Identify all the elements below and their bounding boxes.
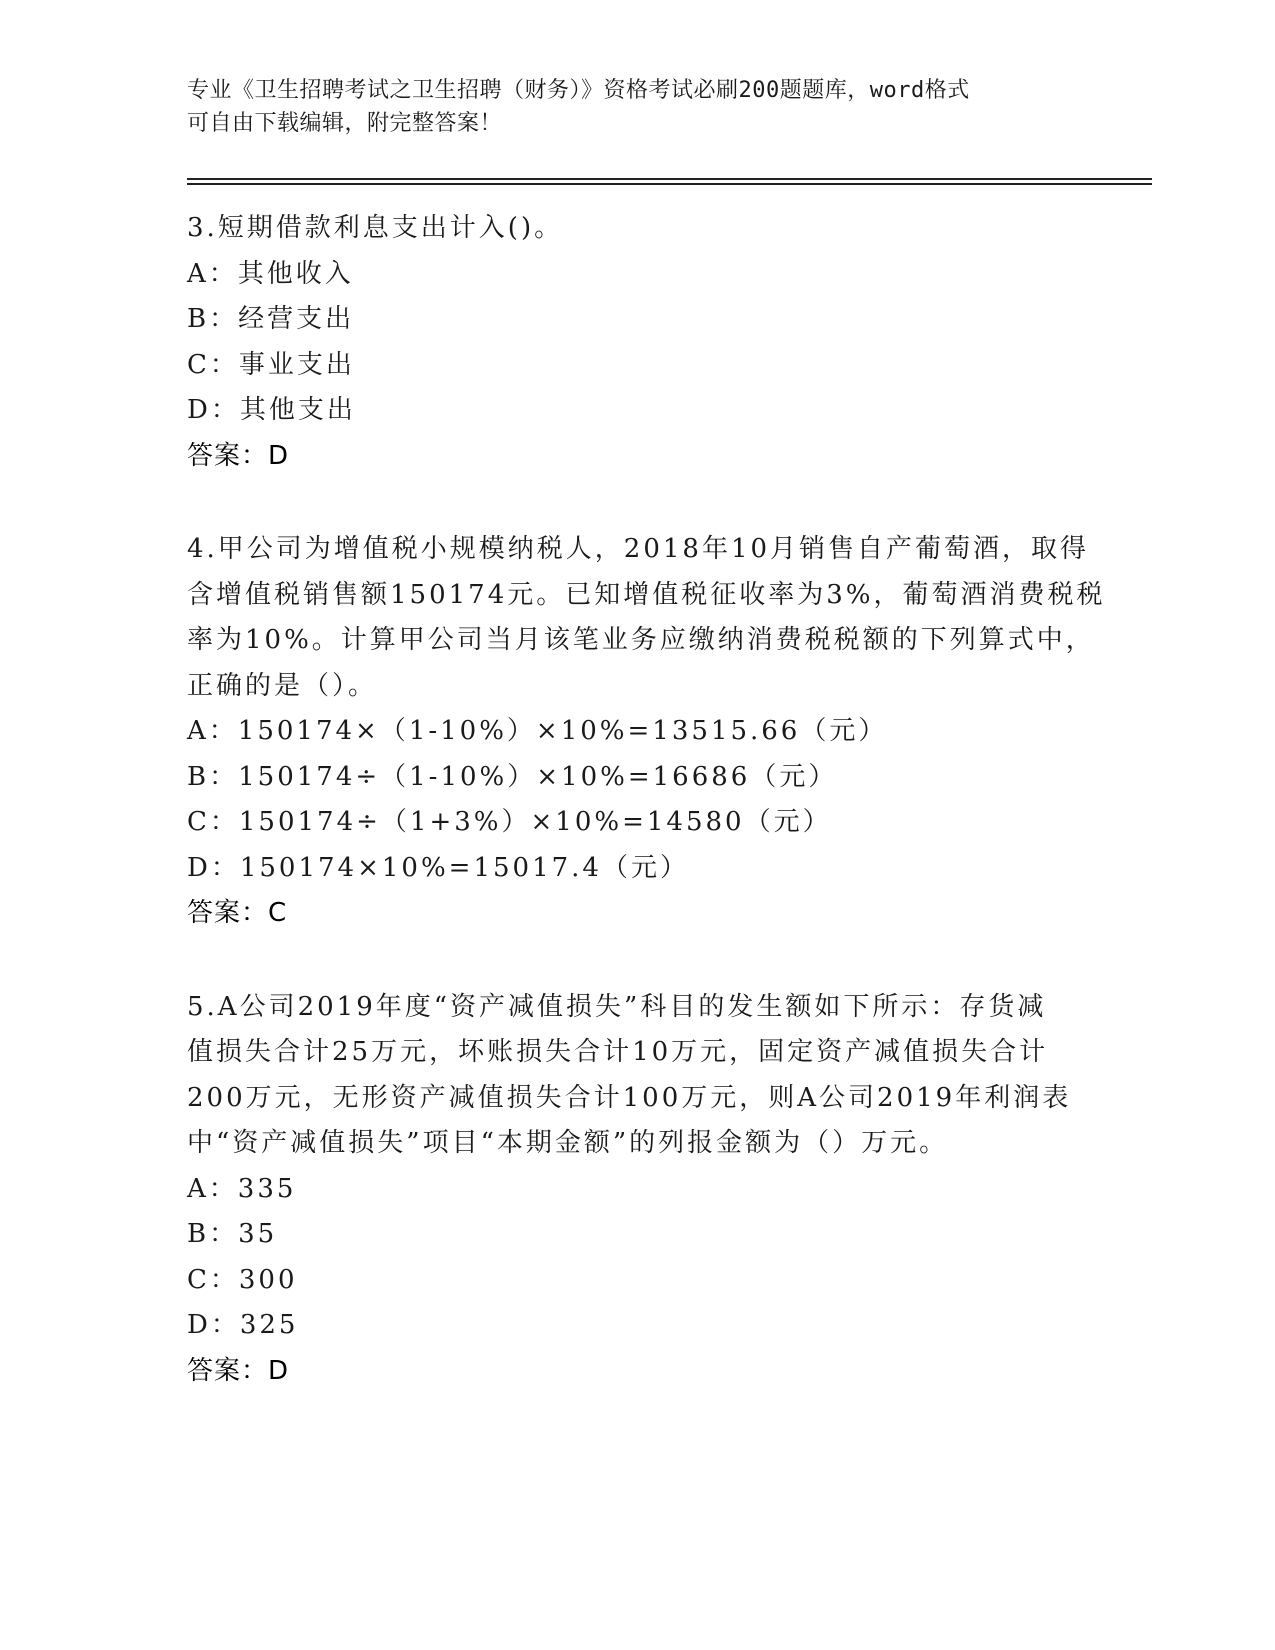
option-c: C：事业支出 [187, 349, 355, 380]
option-a: A：150174×（1-10%）×10%=13515.66（元） [187, 716, 888, 746]
option-c: C：300 [187, 1264, 298, 1295]
option-d: D：其他支出 [187, 395, 356, 425]
option-c: C：150174÷（1+3%）×10%=14580（元） [187, 807, 832, 837]
question-stem-line: 5.A公司2019年度“资产减值损失”科目的发生额如下所示：存货减 [187, 991, 1047, 1022]
question-5 [187, 985, 1087, 1395]
question-4 [187, 527, 1106, 937]
question-stem-line: 值损失合计25万元，坏账损失合计10万元，固定资产减值损失合计 [187, 1037, 1049, 1067]
header-line-2: 可自由下载编辑，附完整答案！ [187, 111, 503, 136]
question-stem-line: 中“资产减值损失”项目“本期金额”的列报金额为（）万元。 [187, 1128, 949, 1158]
option-b: B：35 [187, 1219, 278, 1249]
question-stem-line: 含增值税销售额150174元。已知增值税征收率为3%，葡萄酒消费税税 [187, 579, 1106, 610]
document-header [187, 74, 1067, 140]
option-d: D：150174×10%=15017.4（元） [187, 852, 689, 883]
question-stem-line: 4.甲公司为增值税小规模纳税人，2018年10月销售自产葡萄酒，取得 [187, 534, 1090, 564]
answer-label: 答案：D [187, 440, 290, 471]
header-divider-top [187, 178, 1152, 180]
answer-label: 答案：D [187, 1355, 290, 1386]
question-stem-line: 正确的是（）。 [187, 670, 378, 701]
header-line-1: 专业《卫生招聘考试之卫生招聘（财务）》资格考试必刷200题题库，word格式 [187, 78, 970, 103]
question-stem-line: 率为10%。计算甲公司当月该笔业务应缴纳消费税税额的下列算式中， [187, 625, 1095, 655]
option-b: B：150174÷（1-10%）×10%=16686（元） [187, 761, 838, 792]
answer-label: 答案：C [187, 898, 288, 928]
question-3 [187, 206, 1087, 479]
question-list [187, 206, 1106, 1442]
option-b: B：经营支出 [187, 304, 355, 334]
question-stem-line: 200万元，无形资产减值损失合计100万元，则A公司2019年利润表 [187, 1082, 1072, 1113]
option-a: A：335 [187, 1173, 297, 1204]
question-stem-line: 3.短期借款利息支出计入()。 [187, 213, 564, 243]
option-d: D：325 [187, 1310, 299, 1340]
header-divider-bottom [187, 183, 1152, 185]
option-a: A：其他收入 [187, 258, 354, 289]
